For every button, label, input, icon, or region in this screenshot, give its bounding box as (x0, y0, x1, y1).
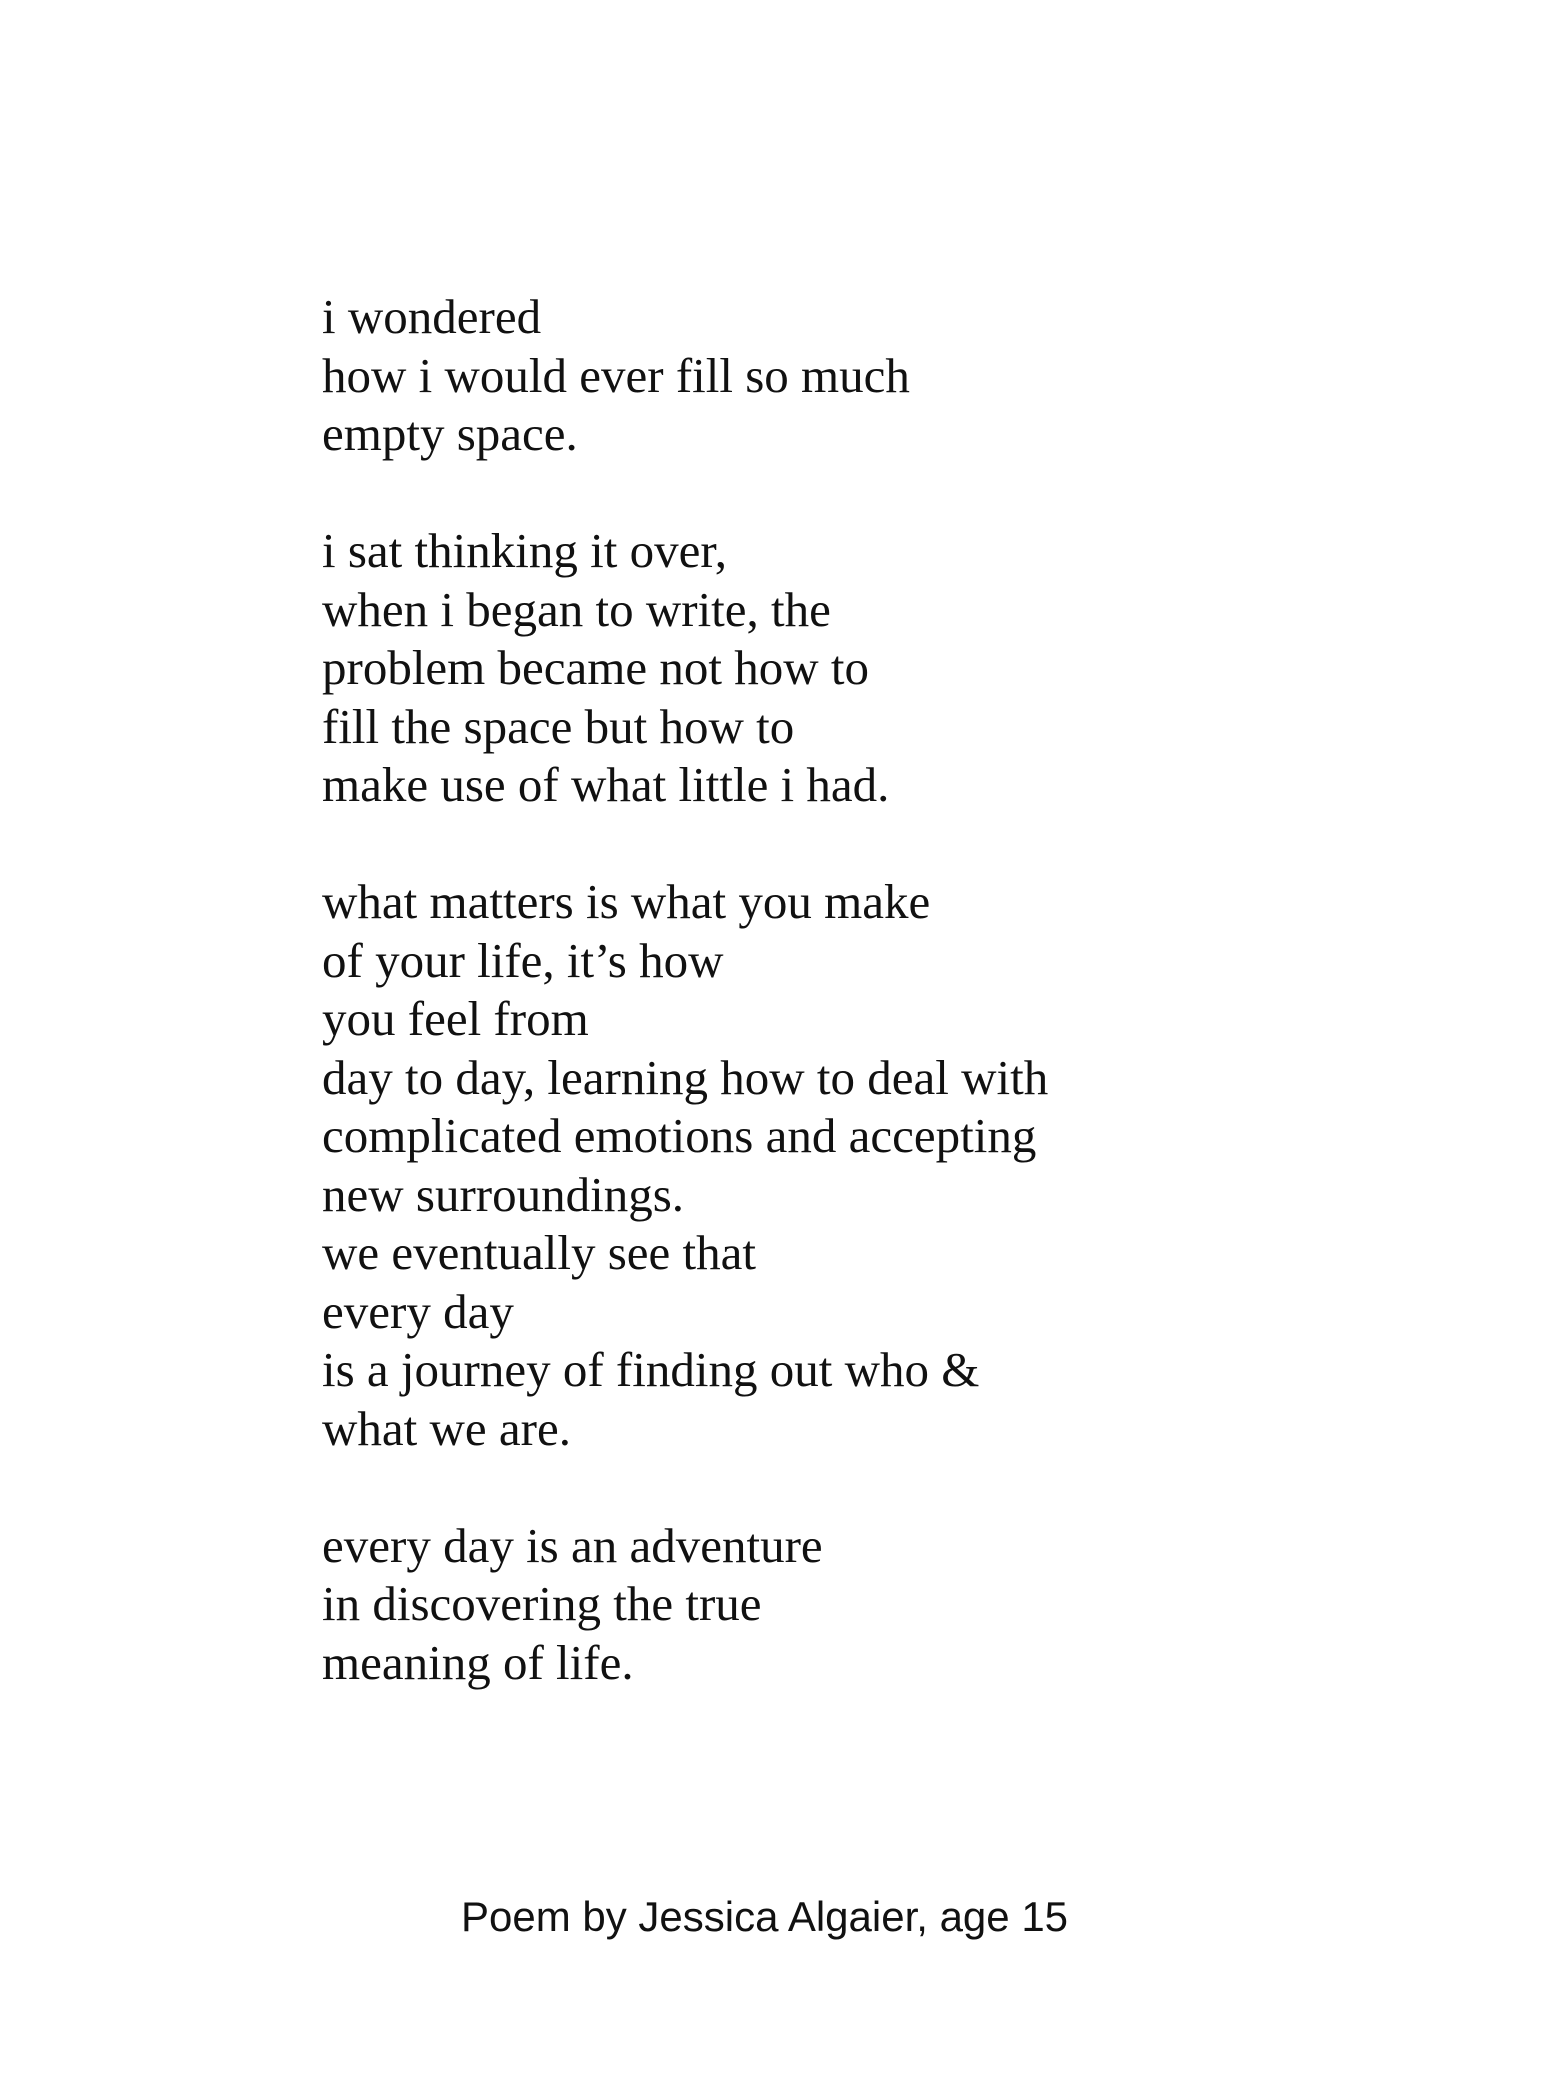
poem-line: what matters is what you make (322, 874, 931, 929)
stanza-4 (322, 1517, 1472, 1693)
poem-line: every day (322, 1283, 514, 1339)
poem-line: we eventually see that (322, 1225, 757, 1280)
poem-line: i sat thinking it over, (322, 523, 727, 578)
poem-line: you feel from (322, 991, 589, 1046)
poem-line: fill the space but how to (322, 698, 795, 754)
poem-line: new surroundings. (322, 1166, 685, 1222)
poem-line: meaning of life. (322, 1634, 634, 1690)
poem-line: how i would ever fill so much (322, 347, 910, 403)
poem-line: i wondered (322, 289, 542, 344)
poem-line: in discovering the true (322, 1576, 762, 1631)
poem-body (322, 288, 1472, 1692)
poem-line: empty space. (322, 406, 578, 461)
poem-line: what we are. (322, 1400, 571, 1456)
poem-line: every day is an adventure (322, 1517, 823, 1573)
stanza-2 (322, 522, 1472, 815)
poem-line: of your life, it’s how (322, 932, 724, 988)
stanza-1 (322, 288, 1472, 464)
poem-line: make use of what little i had. (322, 757, 890, 812)
stanza-3 (322, 873, 1472, 1458)
poem-line: problem became not how to (322, 640, 870, 695)
poem-line: day to day, learning how to deal with (322, 1049, 1049, 1105)
author-credit: Poem by Jessica Algaier, age 15 (461, 1893, 1069, 1940)
poem-line: is a journey of finding out who & (322, 1342, 980, 1397)
poem-line: when i began to write, the (322, 581, 831, 637)
poem-line: complicated emotions and accepting (322, 1108, 1037, 1163)
